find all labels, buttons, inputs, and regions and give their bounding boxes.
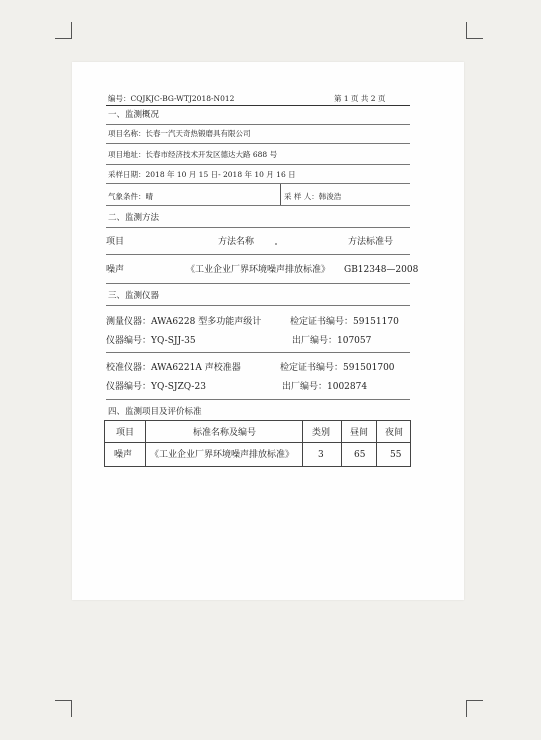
instrument-1-cert: 检定证书编号：59151170 [290, 317, 399, 327]
rule [106, 352, 410, 353]
table-col-divider [302, 420, 303, 467]
table-cell-category: 3 [318, 450, 324, 460]
instrument-1-factory: 出厂编号：107057 [292, 336, 372, 346]
table-cell-day: 65 [354, 450, 366, 460]
rule [106, 124, 410, 125]
table-header-day: 昼间 [350, 428, 369, 438]
table-row-divider [104, 442, 411, 443]
rule [106, 164, 410, 165]
method-header-standard: 方法标准号 [348, 237, 394, 247]
page-info: 第 1 页 共 2 页 [334, 94, 386, 103]
instrument-1-name: 测量仪器：AWA6228 型多功能声级计 [106, 317, 262, 327]
rule [106, 227, 410, 228]
rule [106, 399, 410, 400]
section-3-title: 三、监测仪器 [108, 291, 160, 301]
table-header-item: 项目 [116, 428, 135, 438]
divider [280, 184, 281, 205]
document-page [72, 62, 464, 600]
instrument-2-factory: 出厂编号：1002874 [282, 382, 368, 392]
method-row-name: 《工业企业厂界环境噪声排放标准》 [186, 265, 331, 275]
sampling-date: 采样日期：2018 年 10 月 15 日- 2018 年 10 月 16 日 [108, 170, 296, 179]
instrument-2-cert: 检定证书编号：591501700 [280, 363, 395, 373]
instrument-1-number: 仪器编号：YQ-SJJ-35 [106, 336, 196, 346]
rule [106, 283, 410, 284]
method-row-item: 噪声 [106, 265, 125, 275]
method-header-name: 方法名称 [218, 237, 255, 247]
table-header-night: 夜间 [385, 428, 404, 438]
rule [106, 143, 410, 144]
rule [106, 254, 410, 255]
speck [275, 243, 277, 245]
header-rule [106, 105, 410, 106]
crop-mark-top-right [466, 22, 483, 39]
weather: 气象条件：晴 [108, 192, 153, 201]
instrument-2-number: 仪器编号：YQ-SJZQ-23 [106, 382, 206, 392]
table-header-standard: 标准名称及编号 [193, 428, 257, 438]
instrument-2-name: 校准仪器：AWA6221A 声校准器 [106, 363, 241, 373]
method-header-item: 项目 [106, 237, 125, 247]
crop-mark-bottom-right [466, 700, 483, 717]
table-cell-night: 55 [390, 450, 402, 460]
method-row-standard: GB12348—2008 [344, 265, 419, 275]
section-1-title: 一、监测概况 [108, 110, 160, 120]
section-4-title: 四、监测项目及评价标准 [108, 407, 202, 417]
table-cell-item: 噪声 [114, 450, 133, 460]
project-address: 项目地址：长春市经济技术开发区德达大路 688 号 [108, 150, 278, 159]
table-col-divider [145, 420, 146, 467]
rule [106, 183, 410, 184]
document-number: 编号：CQJKJC-BG-WTJ2018-N012 [108, 94, 235, 103]
crop-mark-top-left [55, 22, 72, 39]
table-col-divider [341, 420, 342, 467]
table-header-category: 类别 [312, 428, 331, 438]
table-cell-standard: 《工业企业厂界环境噪声排放标准》 [150, 450, 295, 460]
sampler: 采 样 人：韩浚浩 [284, 192, 342, 201]
project-name: 项目名称：长春一汽天奇热锻磨具有限公司 [108, 129, 251, 138]
rule [106, 205, 410, 206]
crop-mark-bottom-left [55, 700, 72, 717]
table-col-divider [376, 420, 377, 467]
rule [106, 305, 410, 306]
section-2-title: 二、监测方法 [108, 213, 160, 223]
